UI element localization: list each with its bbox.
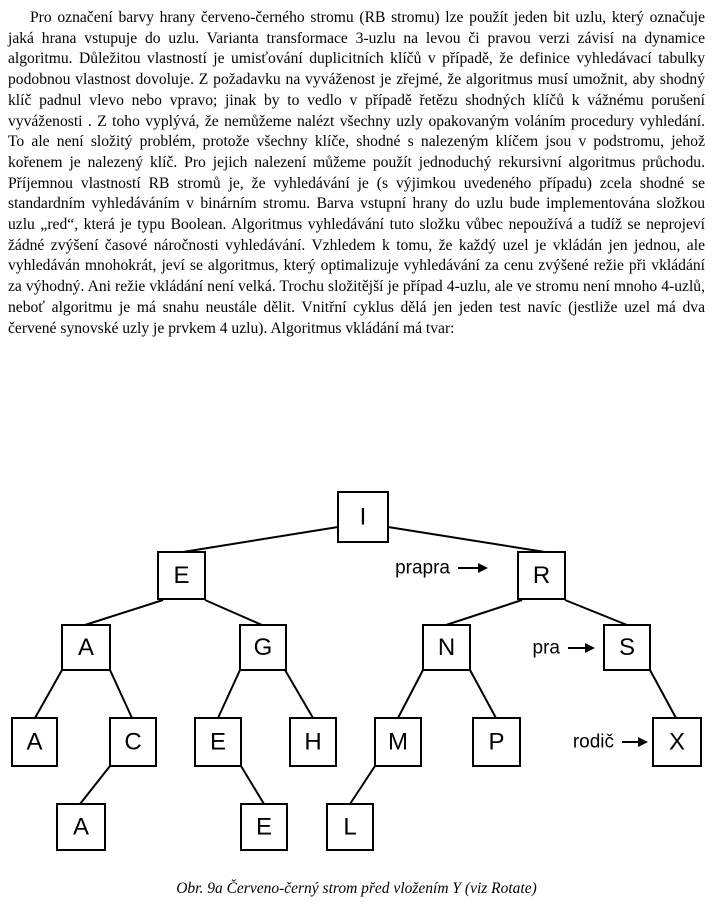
node-g	[240, 625, 286, 670]
node-e3	[241, 804, 287, 850]
edge-i-e	[183, 527, 338, 552]
svg-text:H: H	[304, 728, 322, 756]
svg-text:R: R	[532, 562, 551, 589]
figure-caption: Obr. 9a Červeno-černý strom před vložením Y (viz Rotate)	[176, 880, 537, 897]
svg-text:G: G	[253, 634, 273, 661]
node-a2	[12, 718, 57, 766]
arrow-right-icon	[458, 563, 488, 573]
svg-text:C: C	[124, 728, 142, 756]
svg-text:E: E	[173, 562, 190, 589]
node-h	[290, 718, 336, 766]
svg-text:P: P	[488, 728, 505, 756]
edge-c-a3	[80, 766, 110, 804]
svg-text:L: L	[343, 813, 357, 841]
edge-n-m	[398, 670, 423, 718]
red-black-tree-figure	[0, 470, 713, 870]
node-x	[653, 718, 701, 766]
svg-text:X: X	[668, 728, 686, 756]
node-s	[604, 625, 650, 670]
node-e	[158, 552, 205, 599]
node-i	[338, 492, 388, 542]
svg-text:E: E	[255, 813, 273, 841]
edge-a-a2	[35, 670, 62, 718]
edge-g-h	[285, 670, 313, 718]
svg-text:pra: pra	[532, 637, 560, 659]
node-m	[375, 718, 421, 766]
node-c	[110, 718, 156, 766]
node-a3	[57, 804, 105, 850]
svg-text:rodič: rodič	[572, 731, 614, 753]
edge-i-r	[388, 527, 545, 552]
edge-a-c	[110, 670, 132, 718]
svg-text:A: A	[77, 634, 95, 661]
edge-r-n	[446, 600, 522, 625]
edge-n-p	[470, 670, 496, 718]
svg-text:I: I	[359, 503, 367, 531]
edge-r-s	[565, 600, 627, 625]
svg-text:prapra: prapra	[395, 557, 450, 579]
edge-g-e2	[218, 670, 240, 718]
node-e2	[195, 718, 241, 766]
arrow-right-icon	[622, 737, 648, 747]
node-r	[518, 552, 565, 599]
node-l	[327, 804, 373, 850]
edge-m-l	[350, 766, 375, 804]
svg-text:A: A	[72, 813, 90, 841]
arrow-right-icon	[568, 643, 595, 653]
svg-text:S: S	[618, 634, 636, 661]
svg-text:E: E	[209, 728, 227, 756]
node-a	[62, 625, 110, 670]
edge-e2-e3	[241, 766, 264, 804]
annotation-pra	[533, 638, 595, 659]
body-paragraph: Pro označení barvy hrany červeno-černého stromu (RB stromu) lze použít jeden bit uzlu, který označuje jaká hrana vstupuje do uzlu. Varianta transformace 3-uzlu na levou či pravou verzi závisí na dynamice algoritmu. Důležitou vlastností je umisťování duplicitních klíčů v případě, že definice vyhledávací tabulky podobnou vlastnost dovoluje. Z požadavku na vyváženost je zřejmé, že algoritmus musí umožnit, aby shodný klíč padnul vlevo nebo vpravo; jinak by to vedlo v případě řetězu shodných klíčů k vážnému porušení vyváženosti . Z toho vyplývá, že nemůžeme nalézt všechny uzly opakovaným voláním procedury vyhledání. To ale není složitý problém, protože všechny klíče, shodné s nalezeným klíčem jsou v podstromu, jehož kořenem je nalezený klíč. Pro jejich nalezení můžeme použít jednoduchý rekursivní algoritmus průchodu. Příjemnou vlastností RB stromů je, že vyhledávání je (s výjimkou uvedeného případu) zcela shodné se standardním vyhledáváním v binárním stromu. Barva vstupní hrany do uzlu bude implementována složkou uzlu „red“, která je typu Boolean. Algoritmus vyhledávání tuto složku vůbec nepoužívá a tudíž se neprojeví žádné zvýšení časové náročnosti vyhledávání. Vzhledem k tomu, že každý uzel je vkládán jen jednou, ale vyhledáván mnohokrát, jeví se algoritmus, který optimalizuje vyhledávání za cenu zvýšené režie při vkládání za výhodný. Ani režie vkládání není velká. Trochu složitější je případ 4-uzlu, ale ve stromu není mnoho 4-uzlů, neboť algoritmu je má snahu neustále dělit. Vnitřní cyklus dělá jen jeden test navíc (jestliže uzel má dva červené synovské uzly je prvkem 4 uzlu). Algoritmus vkládání má tvar:	[8, 9, 705, 337]
annotation-rodic	[573, 732, 648, 753]
svg-text:M: M	[388, 728, 408, 756]
edge-s-x	[650, 670, 676, 718]
edge-e-g	[205, 600, 262, 625]
node-p	[473, 718, 520, 766]
edge-e-a	[85, 600, 163, 625]
node-n	[423, 625, 470, 670]
svg-text:N: N	[437, 634, 456, 661]
annotation-prapra	[395, 558, 488, 579]
svg-text:A: A	[26, 728, 43, 756]
